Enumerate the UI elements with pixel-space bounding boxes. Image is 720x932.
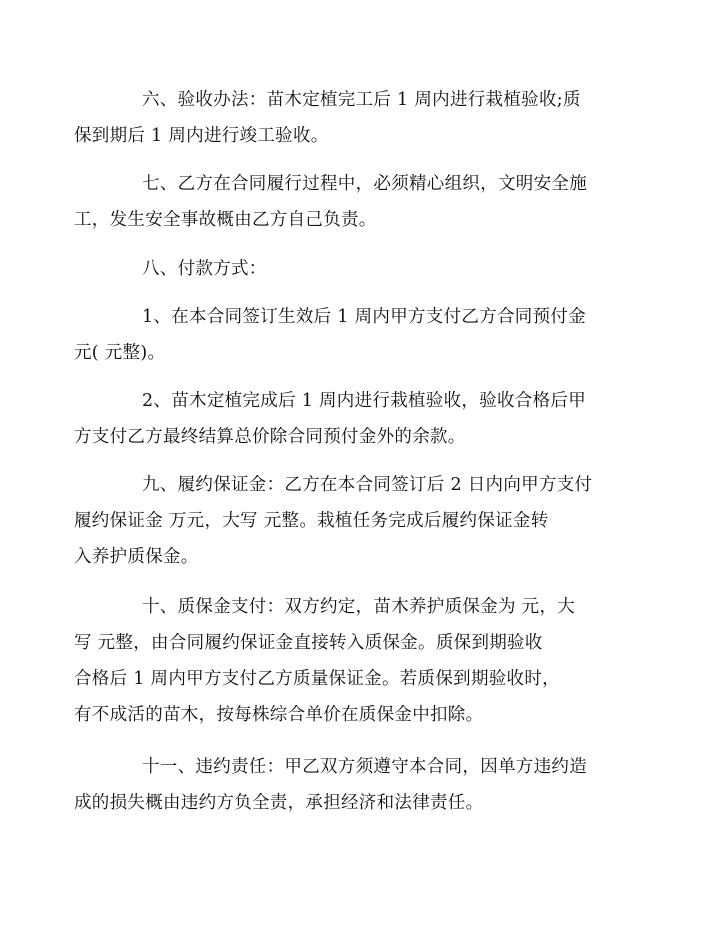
paragraph-line: 六、验收办法：苗木定植完工后 1 周内进行栽植验收;质 <box>142 90 581 110</box>
paragraph-line: 保到期后 1 周内进行竣工验收。 <box>74 126 329 146</box>
paragraph-breach-liability <box>74 749 618 821</box>
paragraph-line: 八、付款方式： <box>142 259 267 279</box>
paragraph-warranty-payment <box>74 589 618 733</box>
paragraph-line: 元( 元整)。 <box>74 343 166 363</box>
paragraph-line: 七、乙方在合同履行过程中，必须精心组织，文明安全施 <box>142 174 587 194</box>
paragraph-performance-bond <box>74 467 618 575</box>
paragraph-line: 履约保证金 万元，大写 元整。栽植任务完成后履约保证金转 <box>74 511 549 531</box>
paragraph-final-payment <box>74 383 618 455</box>
paragraph-line: 写 元整，由合同履约保证金直接转入质保金。质保到期验收 <box>74 633 543 653</box>
paragraph-line: 工，发生安全事故概由乙方自己负责。 <box>74 210 377 230</box>
paragraph-line: 十一、违约责任：甲乙双方须遵守本合同，因单方违约造 <box>142 757 587 777</box>
paragraph-line: 1、在本合同签订生效后 1 周内甲方支付乙方合同预付金 <box>142 307 586 327</box>
paragraph-line: 成的损失概由违约方负全责，承担经济和法律责任。 <box>74 793 484 813</box>
paragraph-payment-method-heading <box>108 251 618 287</box>
paragraph-advance-payment <box>74 299 618 371</box>
paragraph-line: 方支付乙方最终结算总价除合同预付金外的余款。 <box>74 427 466 447</box>
paragraph-inspection-method <box>74 82 618 154</box>
paragraph-line: 九、履约保证金：乙方在本合同签订后 2 日内向甲方支付 <box>142 475 593 495</box>
paragraph-line: 入养护质保金。 <box>74 547 199 567</box>
paragraph-line: 2、苗木定植完成后 1 周内进行栽植验收，验收合格后甲 <box>142 391 586 411</box>
paragraph-construction-safety <box>74 166 618 238</box>
paragraph-line: 合格后 1 周内甲方支付乙方质量保证金。若质保到期验收时， <box>74 669 560 689</box>
paragraph-line: 十、质保金支付：双方约定，苗木养护质保金为 元，大 <box>142 597 576 617</box>
paragraph-line: 有不成活的苗木，按每株综合单价在质保金中扣除。 <box>74 705 484 725</box>
